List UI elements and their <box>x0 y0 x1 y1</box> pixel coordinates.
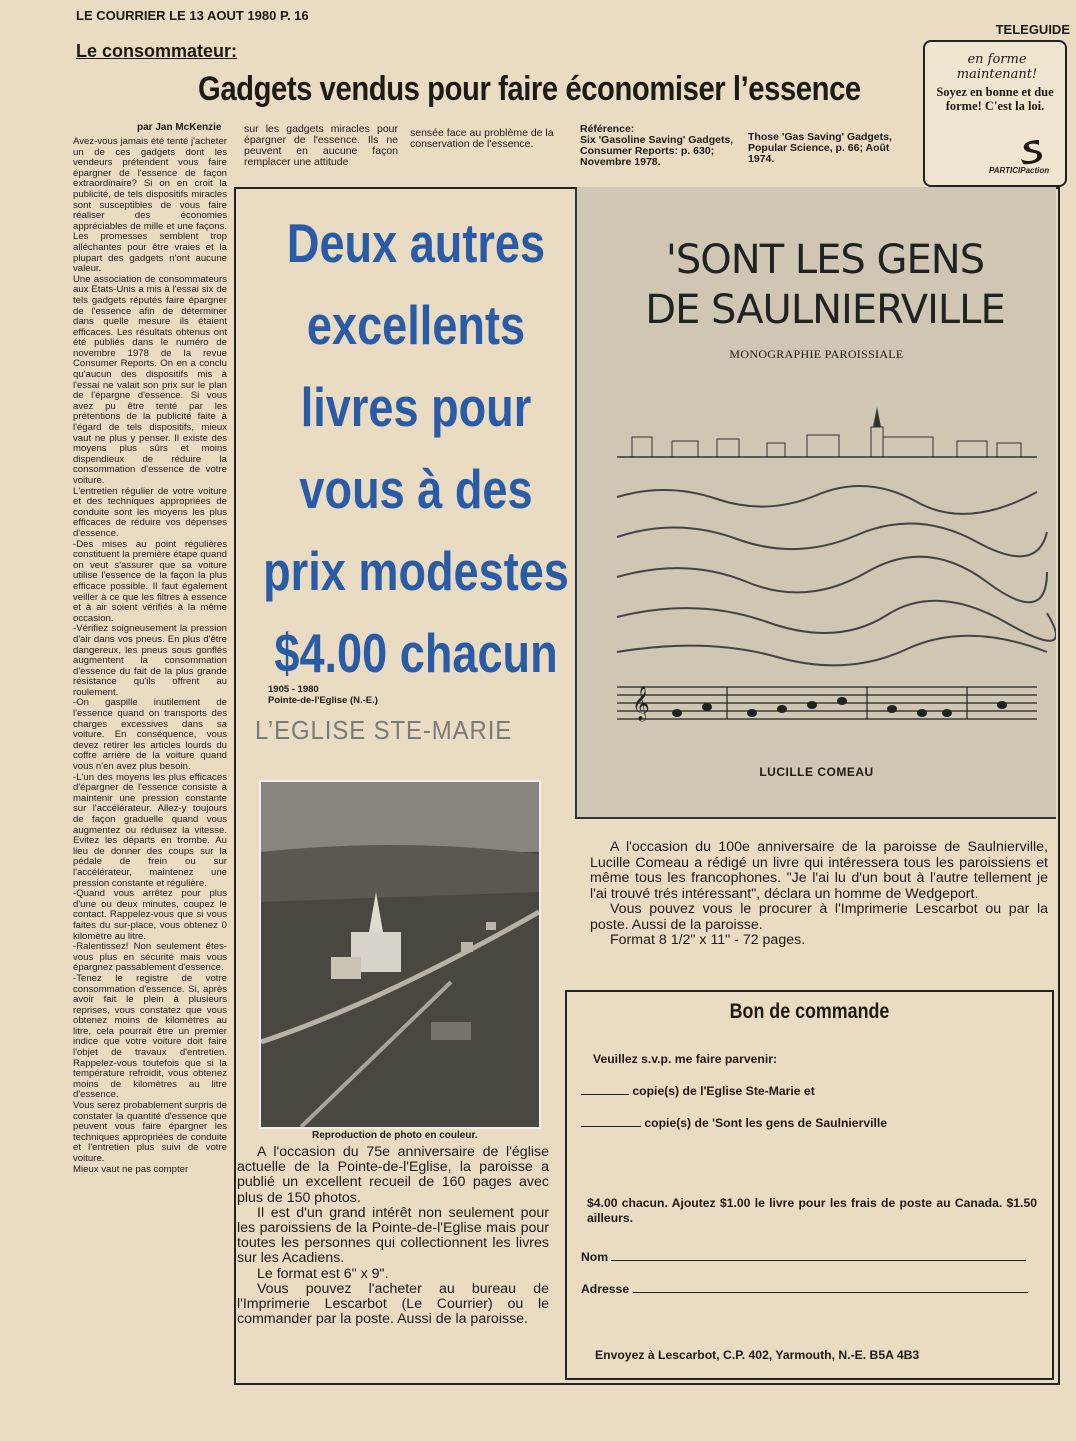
participaction-logo-icon <box>1017 137 1045 165</box>
reference-1: Six 'Gasoline Saving' Gadgets, Consumer Reports: p. 630; Novembre 1978. <box>580 134 734 168</box>
eglise-dates <box>268 684 378 706</box>
participaction-brand: PARTICIPaction <box>989 166 1050 175</box>
saulnierville-description <box>590 840 1048 949</box>
paragraph: -Des mises au point régulières constituent la première étape quand on veut s'assurer que sa voiture utilise l'essence de la façon la plus efficace possible. Il faut également veiller à ce que les filtres à essence et à air soient vérifiés à la même occasion. <box>73 538 227 624</box>
order-form <box>565 990 1054 1380</box>
paragraph: L'entretien régulier de votre voiture et des techniques appropriées de conduite sont les moyens les plus efficaces de réduire vos dépenses d'essence. <box>73 485 227 539</box>
ad-headline-line: vous à des <box>299 458 533 520</box>
paragraph: -Vérifiez soigneusement la pression d'air dans vos pneus. En plus d'être dangereux, les pneus sous gonflés augmentent la consommation d'essence du fait de la plus grande résistance qu'ils offrent au roulement. <box>73 623 227 698</box>
article-column-1 <box>73 137 227 1175</box>
article-column-2: sur les gadgets miracles pour épargner de l'essence. Ils ne peuvent en aucune façon remplacer une attitude <box>244 123 398 168</box>
order-line-label: copie(s) de l'Eglise Ste-Marie et <box>632 1084 815 1098</box>
ad-headline-line: prix modestes <box>263 540 569 602</box>
eglise-years: 1905 - 1980 <box>268 684 319 695</box>
order-send-to: Envoyez à Lescarbot, C.P. 402, Yarmouth, N.-E. B5A 4B3 <box>595 1348 920 1362</box>
cover-title <box>595 235 1055 335</box>
address-field[interactable] <box>633 1292 1028 1293</box>
name-label: Nom <box>581 1250 609 1264</box>
order-line-eglise <box>581 1084 815 1098</box>
svg-text:𝄞: 𝄞 <box>632 686 650 721</box>
paragraph: -Ralentissez! Non seulement êtes-vous plus en sécurité mais vous épargnez passablement d'essence. <box>73 941 227 974</box>
name-field[interactable] <box>611 1260 1026 1261</box>
reference-2: Those 'Gas Saving' Gadgets, Popular Science, p. 66; Août 1974. <box>748 131 892 165</box>
village-illustration <box>577 387 1056 767</box>
quantity-eglise-field[interactable] <box>581 1094 629 1095</box>
paragraph: Il est d'un grand intérêt non seulement pour les paroissiens de la Pointe-de-l'Eglise mais pour toutes les personnes qui collectionnent les livres sur les Acadiens. <box>237 1204 549 1267</box>
photo-caption: Reproduction de photo en couleur. <box>312 1130 478 1141</box>
eglise-description <box>237 1145 549 1327</box>
order-line-saulnierville <box>581 1116 887 1130</box>
reference-block <box>580 124 735 168</box>
section-title: Le consommateur: <box>76 41 238 61</box>
order-line-label: copie(s) de 'Sont les gens de Saulnierville <box>644 1116 888 1130</box>
paragraph: Le format est 6" x 9". <box>257 1265 389 1282</box>
participaction-ad <box>923 40 1067 187</box>
article-column-3: sensée face au problème de la conservation de l'essence. <box>410 127 554 150</box>
participaction-slogan: en forme maintenant! <box>956 52 1038 82</box>
order-price: $4.00 chacun. Ajoutez $1.00 le livre pour les frais de poste au Canada. $1.50 ailleurs. <box>587 1196 1037 1225</box>
saulnierville-book-cover <box>575 187 1056 819</box>
address-label: Adresse <box>581 1282 630 1296</box>
ad-headline-line: Deux autres <box>286 212 546 274</box>
order-request: Veuillez s.v.p. me faire parvenir: <box>593 1052 778 1066</box>
paragraph: Vous pouvez vous le procurer à l'Imprimerie Lescarbot ou par la poste. Aussi de la paroisse. <box>590 901 1048 933</box>
order-name-line <box>581 1250 1026 1264</box>
cover-title-line: 'SONT LES GENS <box>665 237 985 283</box>
eglise-location: Pointe-de-l'Eglise (N.-E.) <box>268 695 378 706</box>
paragraph: Une association de consommateurs aux Etats-Unis a mis à l'essai six de tels gadgets réputés faire épargner de l'essence afin de déterminer dans quelle mesure ils étaient efficaces. Les résultats obtenus ont été publiés dans le numéro de novembre 1978 de la revue Consumer Reports. On en a conclu qu'aucun des dispositifs mis à l'essai ne valait son prix sur le plan de l'épargne d'essence. Si vous avez pu être tenté par les prétentions de la publicité faite à l'égard de tels dispositifs, mieux vaut ne plus y penser. Il existe des moyens plus sûrs et moins dispendieux de réduire la consommation d'essence de votre voiture. <box>73 273 227 486</box>
paragraph: Avez-vous jamais été tenté j'acheter un de ces gadgets dont les vendeurs prétendent vous faire épargner de l'essence de façon extraordinaire? Si on en croit la publicité, de tels dispositifs miracles sont susceptibles de vous faire réaliser des économies appréciables de mille et une façons. Les promesses semblent trop alléchantes pour être vraies et la plupart des gadgets n'ont aucune valeur. <box>73 136 227 275</box>
eglise-book-title: L’EGLISE STE-MARIE <box>255 715 513 745</box>
paragraph: -L'un des moyens les plus efficaces d'épargner de l'essence consiste à maintenir une pression constante sur l'accélérateur. Allez-y toujours de façon graduelle quand vous augmentez ou réduisez la vitesse. Evitez les départs en trombe. Au lieu de donner des coups sur la pédale de frein ou sur l'accélérateur, maintenez une pression constante et régulière. <box>73 771 227 889</box>
byline: par Jan McKenzie <box>137 122 222 133</box>
ad-headline <box>252 202 569 694</box>
cover-title-line: DE SAULNIERVILLE <box>645 287 1005 333</box>
paragraph: A l'occasion du 75e anniversaire de l'église actuelle de la Pointe-de-l'Eglise, la paroisse a publié un excellent recueil de 160 pages avec plus de 150 photos. <box>237 1144 549 1206</box>
paragraph: -On gaspille inutilement de l'essence quand on transports des charges excessives dans sa voiture. En conséquence, vous devez retirer les articles lourds du coffre arrière de la voiture quand vous n'en avez plus besoin. <box>73 697 227 773</box>
paragraph: Vous serez probablement surpris de constater la quantité d'essence que peuvent vous faire épargner les techniques appropriées de conduite et l'entretien plus suivi de votre voiture. <box>73 1100 227 1164</box>
paragraph: -Quand vous arrêtez pour plus d'une ou deux minutes, coupez le contact. Rappelez-vous que si vous faites du sur-place, vous obtenez 0 kilomètre au litre. <box>73 888 227 942</box>
paragraph: Format 8 1/2" x 11" - 72 pages. <box>610 932 806 948</box>
order-address-line <box>581 1282 1028 1296</box>
paragraph: Vous pouvez l'acheter au bureau de l'Imprimerie Lescarbot (Le Courrier) ou le commander par la poste. Aussi de la paroisse. <box>237 1280 549 1328</box>
cover-subtitle: MONOGRAPHIE PAROISSIALE <box>729 347 904 361</box>
paragraph: Mieux vaut ne pas compter <box>73 1163 189 1175</box>
paragraph: A l'occasion du 100e anniversaire de la paroisse de Saulnierville, Lucille Comeau a rédigé un livre qui intéressera tous les paroissiens et même tous les francophones. "Je l'ai lu d'un bout à l'autre tellement je l'ai trouvé trés intéressant", déclara un homme de Wedgeport. <box>590 839 1048 902</box>
section-label-teleguide: TELEGUIDE <box>995 22 1070 37</box>
ad-headline-line: excellents <box>306 294 526 356</box>
church-aerial-photo <box>259 780 541 1129</box>
order-form-title: Bon de commande <box>729 1000 890 1023</box>
dateline: LE COURRIER LE 13 AOUT 1980 P. 16 <box>76 8 309 23</box>
headline: Gadgets vendus pour faire économiser l’essence <box>198 70 861 108</box>
cover-author: LUCILLE COMEAU <box>759 765 874 779</box>
quantity-saulnierville-field[interactable] <box>581 1126 641 1127</box>
ad-headline-line: livres pour <box>300 376 532 438</box>
reference-label: Référence: <box>580 123 635 135</box>
paragraph: -Tenez le registre de votre consommation d'essence. Si, après avoir fait le plein à plusieurs reprises, vous constatez que vous obtenez moins de kilomètres au litre, cela pourrait être un premier indice que votre voiture doit faire l'objet de travaux d'entretien. Rappelez-vous toutefois que si la température refroidit, vous obtenez moins de kilomètres au litre d'essence. <box>73 972 227 1101</box>
ad-headline-price: $4.00 chacun <box>274 622 558 684</box>
participaction-text: Soyez en bonne et due forme! C'est la loi. <box>936 85 1054 113</box>
